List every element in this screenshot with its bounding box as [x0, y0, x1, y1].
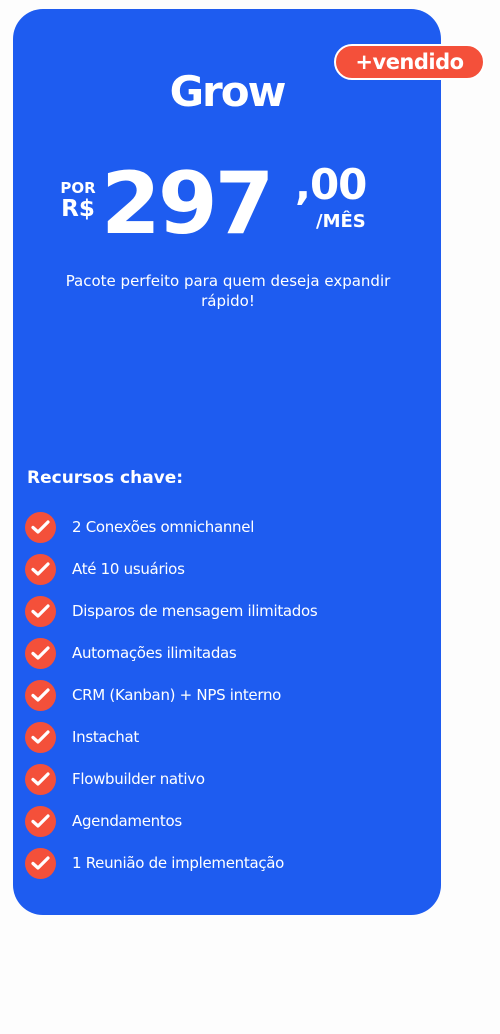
check-icon — [25, 764, 56, 795]
best-seller-badge: +vendido — [334, 44, 485, 80]
price-per-label: POR — [60, 179, 96, 197]
pricing-card — [13, 9, 441, 915]
feature-item — [25, 842, 317, 884]
feature-label: Até 10 usuários — [72, 560, 185, 578]
check-icon — [25, 512, 56, 543]
price-integer: 297 — [101, 154, 272, 254]
check-icon — [25, 848, 56, 879]
feature-item — [25, 800, 317, 842]
check-icon — [25, 722, 56, 753]
feature-label: Agendamentos — [72, 812, 182, 830]
check-icon — [25, 806, 56, 837]
check-icon — [25, 680, 56, 711]
feature-label: 2 Conexões omnichannel — [72, 518, 255, 536]
feature-item — [25, 506, 317, 548]
price-prefix — [56, 180, 100, 222]
feature-item — [25, 590, 317, 632]
feature-label: Disparos de mensagem ilimitados — [72, 602, 318, 620]
feature-label: Flowbuilder nativo — [72, 770, 205, 788]
plan-tagline: Pacote perfeito para quem deseja expandir rápido! — [65, 272, 391, 310]
feature-item — [25, 548, 317, 590]
price-currency: R$ — [61, 196, 95, 222]
features-title: Recursos chave: — [27, 468, 184, 488]
check-icon — [25, 596, 56, 627]
feature-label: CRM (Kanban) + NPS interno — [72, 686, 282, 704]
check-icon — [25, 554, 56, 585]
feature-label: Automações ilimitadas — [72, 644, 237, 662]
plan-name: Grow — [169, 67, 285, 116]
feature-item — [25, 632, 317, 674]
price-cents: ,00 — [295, 160, 367, 209]
feature-item — [25, 674, 317, 716]
feature-item — [25, 716, 317, 758]
feature-item — [25, 758, 317, 800]
feature-label: Instachat — [72, 728, 139, 746]
features-list — [25, 506, 317, 884]
feature-label: 1 Reunião de implementação — [72, 854, 285, 872]
price-period: /MÊS — [316, 211, 366, 232]
check-icon — [25, 638, 56, 669]
